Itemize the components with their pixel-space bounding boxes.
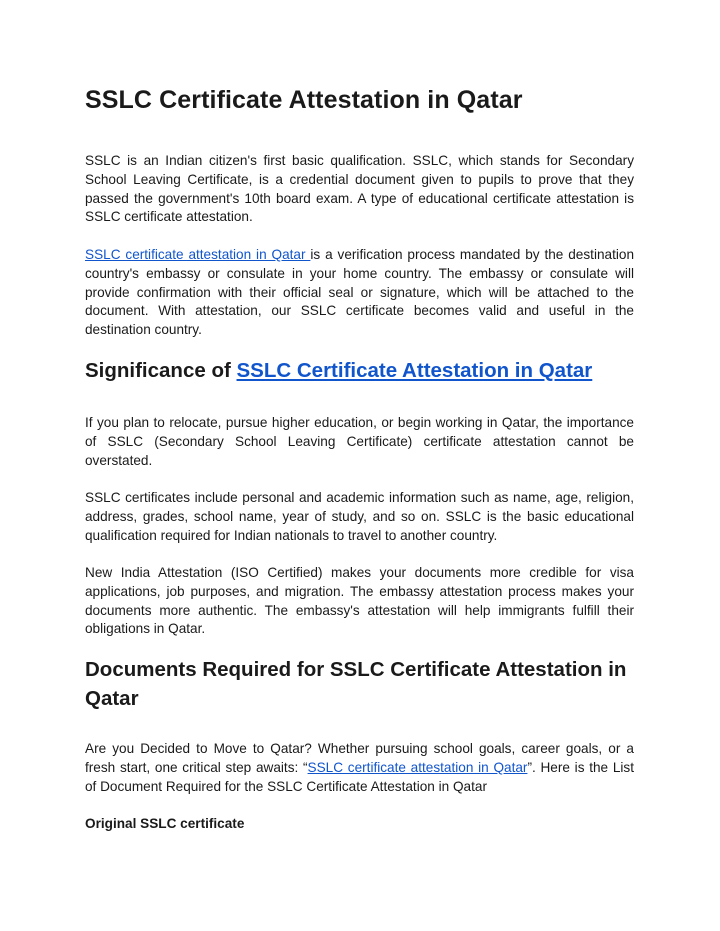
documents-paragraph-before: Are you Decided to Move to Qatar? Whether pursuing school goals, career goals, or a fresh start, one critical step awaits: “ (85, 741, 634, 775)
significance-paragraph-3: New India Attestation (ISO Certified) makes your documents more credible for visa applications, job purposes, and migration. The embassy attestation process makes your documents more authentic. The embassy's attestation will help immigrants fulfill their obligations in Qatar. (85, 565, 634, 637)
significance-heading (85, 356, 592, 385)
original-sslc-certificate-item: Original SSLC certificate (85, 816, 245, 831)
sslc-attestation-link[interactable]: SSLC certificate attestation in Qatar (85, 247, 311, 262)
verification-paragraph (85, 246, 634, 340)
intro-paragraph: SSLC is an Indian citizen's first basic qualification. SSLC, which stands for Secondary School Leaving Certificate, is a credential document given to pupils to prove that they passed the government's 10th board exam. A type of educational certificate attestation is SSLC certificate attestation. (85, 153, 634, 225)
documents-paragraph-after: ”. Here is the List of Document Required for the SSLC Certificate Attestation in Qatar (85, 759, 635, 794)
verification-paragraph-text: is a verification process mandated by the destination country's embassy or consulate in your home country. The embassy or consulate will provide confirmation with their official seal or signature, which will be attached to the document. With attestation, our SSLC certificate becomes valid and useful in the destination country. (85, 247, 635, 338)
documents-heading: Documents Required for SSLC Certificate Attestation in Qatar (85, 658, 627, 710)
documents-attestation-link[interactable]: SSLC certificate attestation in Qatar (307, 759, 528, 775)
documents-paragraph (85, 740, 634, 796)
page-title: SSLC Certificate Attestation in Qatar (85, 86, 523, 114)
significance-heading-prefix: Significance of (85, 359, 237, 382)
significance-paragraph-2: SSLC certificates include personal and academic information such as name, age, religion, address, grades, school name, year of study, and so on. SSLC is the basic educational qualification required for Indian nationals to travel to another country. (85, 490, 634, 543)
significance-heading-link[interactable]: SSLC Certificate Attestation in Qatar (236, 359, 593, 382)
significance-paragraph-1: If you plan to relocate, pursue higher education, or begin working in Qatar, the importance of SSLC (Secondary School Leaving Certificate) certificate attestation cannot be overstated. (85, 415, 634, 468)
